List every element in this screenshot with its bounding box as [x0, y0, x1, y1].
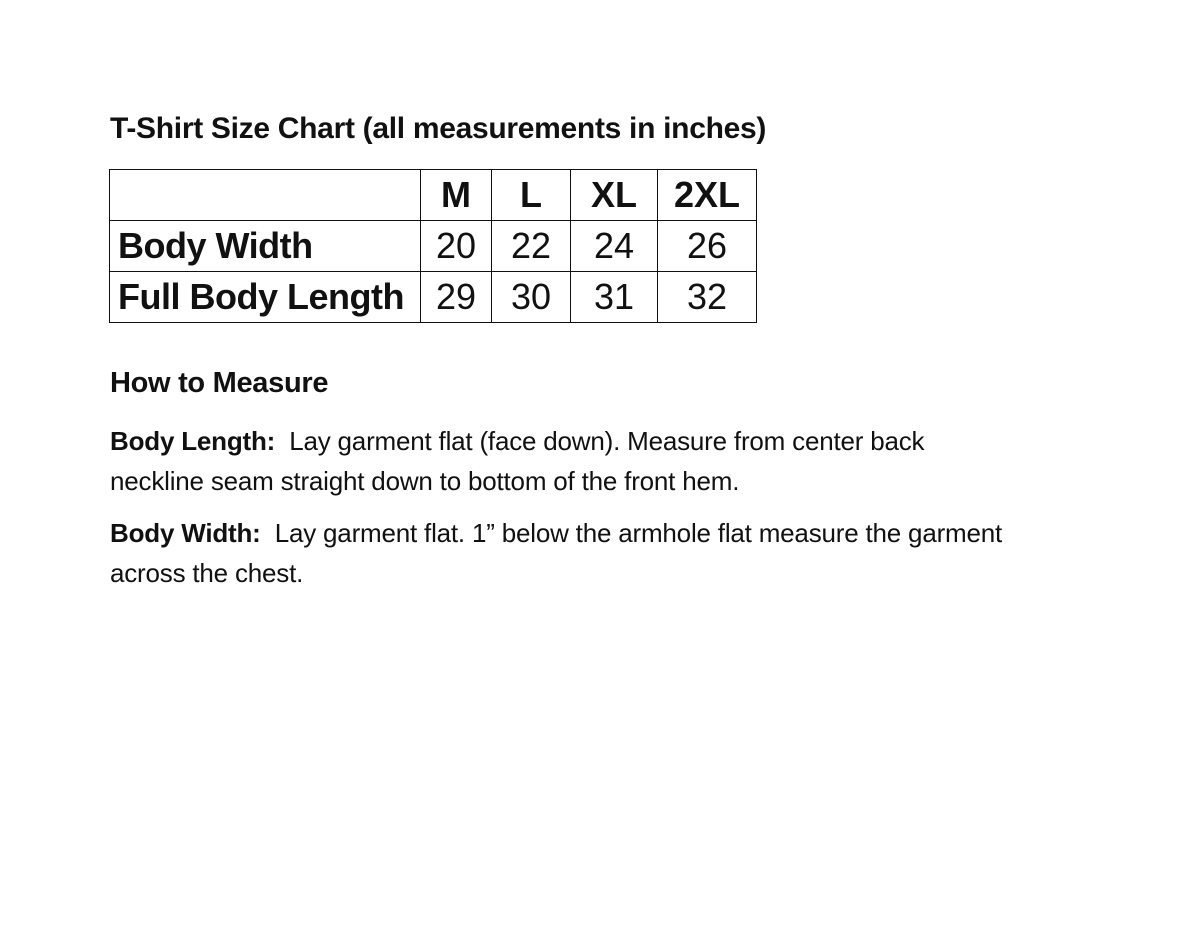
- size-header-xl: XL: [571, 170, 658, 221]
- table-cell: 31: [571, 272, 658, 323]
- row-label-full-body-length: Full Body Length: [110, 272, 421, 323]
- table-row: [110, 221, 757, 272]
- body-width-instruction: [110, 513, 1010, 593]
- row-label-body-width: Body Width: [110, 221, 421, 272]
- size-header-2xl: 2XL: [658, 170, 757, 221]
- table-corner-cell: [110, 170, 421, 221]
- body-length-term: Body Length:: [110, 426, 276, 456]
- table-cell: 22: [492, 221, 571, 272]
- table-cell: 24: [571, 221, 658, 272]
- table-cell: 30: [492, 272, 571, 323]
- how-to-measure-heading: How to Measure: [110, 367, 329, 399]
- body-width-text: Lay garment flat. 1” below the armhole flat measure the garment across the chest.: [110, 518, 1003, 588]
- body-width-term: Body Width:: [110, 518, 261, 548]
- table-row: [110, 272, 757, 323]
- table-cell: 26: [658, 221, 757, 272]
- table-cell: 32: [658, 272, 757, 323]
- body-length-instruction: [110, 421, 1010, 501]
- size-header-l: L: [492, 170, 571, 221]
- table-header-row: [110, 170, 757, 221]
- size-chart-table: [109, 169, 757, 323]
- table-cell: 29: [421, 272, 492, 323]
- body-length-text: Lay garment flat (face down). Measure from center back neckline seam straight down to bottom of the front hem.: [110, 426, 925, 496]
- size-header-m: M: [421, 170, 492, 221]
- page-title: T-Shirt Size Chart (all measurements in inches): [110, 112, 767, 145]
- table-cell: 20: [421, 221, 492, 272]
